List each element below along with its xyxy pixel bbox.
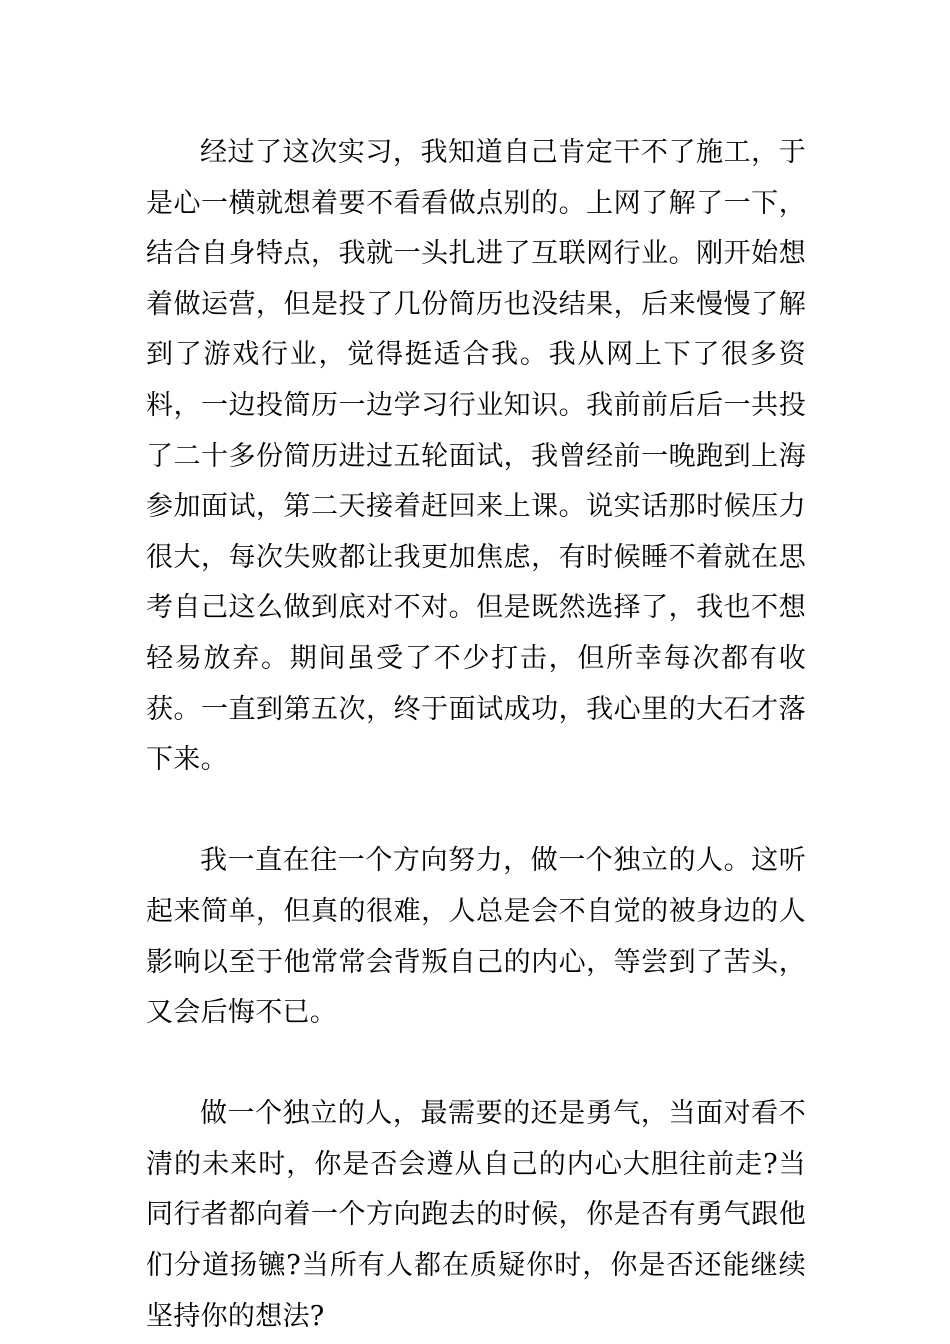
document-body [146, 128, 806, 1342]
paragraph-courage: 做一个独立的人，最需要的还是勇气，当面对看不清的未来时，你是否会遵从自己的内心大胆往前走?当同行者都向着一个方向跑去的时候，你是否有勇气跟他们分道扬镳?当所有人都在质疑你时，你是否还能继续坚持你的想法? [146, 1098, 806, 1332]
paragraph-independence: 我一直在往一个方向努力，做一个独立的人。这听起来简单，但真的很难，人总是会不自觉的被身边的人影响以至于他常常会背叛自己的内心，等尝到了苦头，又会后悔不已。 [146, 845, 806, 1029]
paragraph-internship-job-search: 经过了这次实习，我知道自己肯定干不了施工，于是心一横就想着要不看看做点别的。上网了解了一下，结合自身特点，我就一头扎进了互联网行业。刚开始想着做运营，但是投了几份简历也没结果，后来慢慢了解到了游戏行业，觉得挺适合我。我从网上下了很多资料，一边投简历一边学习行业知识。我前前后后一共投了二十多份简历进过五轮面试，我曾经前一晚跑到上海参加面试，第二天接着赶回来上课。说实话那时候压力很大，每次失败都让我更加焦虑，有时候睡不着就在思考自己这么做到底对不对。但是既然选择了，我也不想轻易放弃。期间虽受了不少打击，但所幸每次都有收获。一直到第五次，终于面试成功，我心里的大石才落下来。 [146, 137, 806, 776]
